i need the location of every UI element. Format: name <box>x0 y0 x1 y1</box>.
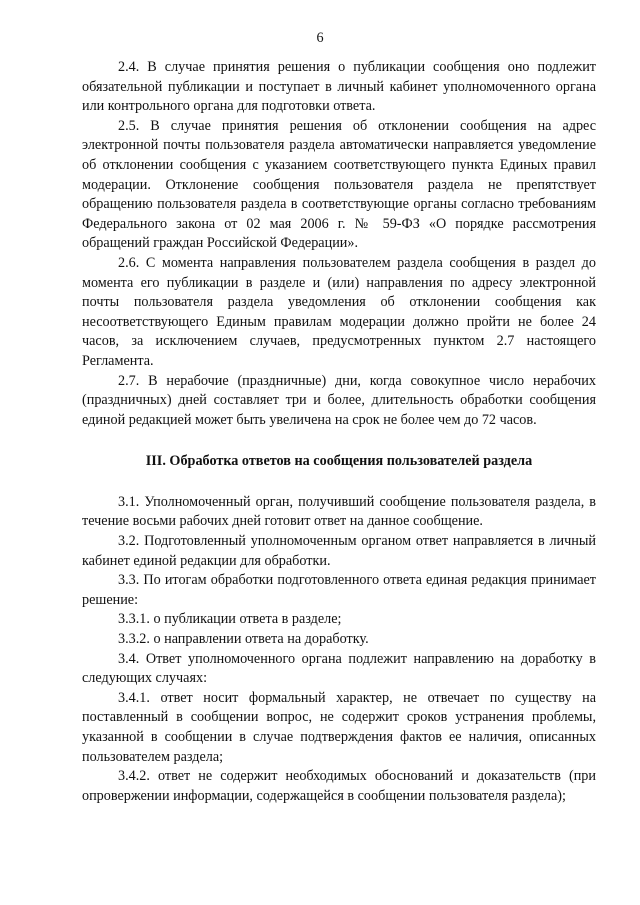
paragraph-3-3: 3.3. По итогам обработки подготовленного ответа единая редакция принимает решение: <box>82 572 596 608</box>
paragraph-3-4: 3.4. Ответ уполномоченного органа подлежит направлению на доработку в следующих случаях: <box>82 650 596 687</box>
paragraph-2-4: 2.4. В случае принятия решения о публикации сообщения оно подлежит обязательной публикации и поступает в личный кабинет уполномоченного органа или контрольного органа для подготовки ответа. <box>82 59 596 115</box>
paragraph-3-4-2: 3.4.2. ответ не содержит необходимых обоснований и доказательств (при опровержении информации, содержащейся в сообщении пользователя раздела); <box>82 768 596 804</box>
paragraph-3-1: 3.1. Уполномоченный орган, получивший сообщение пользователя раздела, в течение восьми рабочих дней готовит ответ на данное сообщение. <box>82 493 596 530</box>
paragraph-2-6: 2.6. С момента направления пользователем раздела сообщения в раздел до момента его публикации в разделе и (или) направления по адресу электронной почты пользователя раздела уведомления об отклонении сообщения как несоответствующего Единым правилам модерации должно пройти не более 24 часов, за исключением случаев, предусмотренных пунктом 2.7 настоящего Регламента. <box>82 254 596 369</box>
paragraph-3-2: 3.2. Подготовленный уполномоченным органом ответ направляется в личный кабинет единой редакции для обработки. <box>82 533 596 569</box>
paragraph-2-7: 2.7. В нерабочие (праздничные) дни, когда совокупное число нерабочих (праздничных) дней составляет три и более, длительность обработки сообщения единой редакцией может быть увеличена на срок не более чем до 72 часов. <box>82 372 596 428</box>
document-body <box>82 58 596 806</box>
paragraph-3-3-2: 3.3.2. о направлении ответа на доработку. <box>118 631 369 648</box>
paragraph-3-3-1: 3.3.1. о публикации ответа в разделе; <box>118 611 342 628</box>
section-heading: III. Обработка ответов на сообщения пользователей раздела <box>145 453 533 470</box>
paragraph-3-4-1: 3.4.1. ответ носит формальный характер, не отвечает по существу на поставленный в сообщении вопрос, не содержит сроков устранения проблемы, указанной в сообщении в случае подтверждения фактов ее наличия, описанных пользователем раздела; <box>82 689 596 765</box>
page-number: 6 <box>316 30 324 46</box>
paragraph-2-5: 2.5. В случае принятия решения об отклонении сообщения на адрес электронной почты пользователя раздела автоматически направляется уведомление об отклонении сообщения с указанием соответствующего пункта Единых правил модерации. Отклонение сообщения пользователя раздела не препятствует обращению пользователя раздела в соответствующие органы согласно требованиям Федерального закона от 02 мая 2006 г. № 59-ФЗ «О порядке рассмотрения обращений граждан Российской Федерации». <box>82 117 596 252</box>
